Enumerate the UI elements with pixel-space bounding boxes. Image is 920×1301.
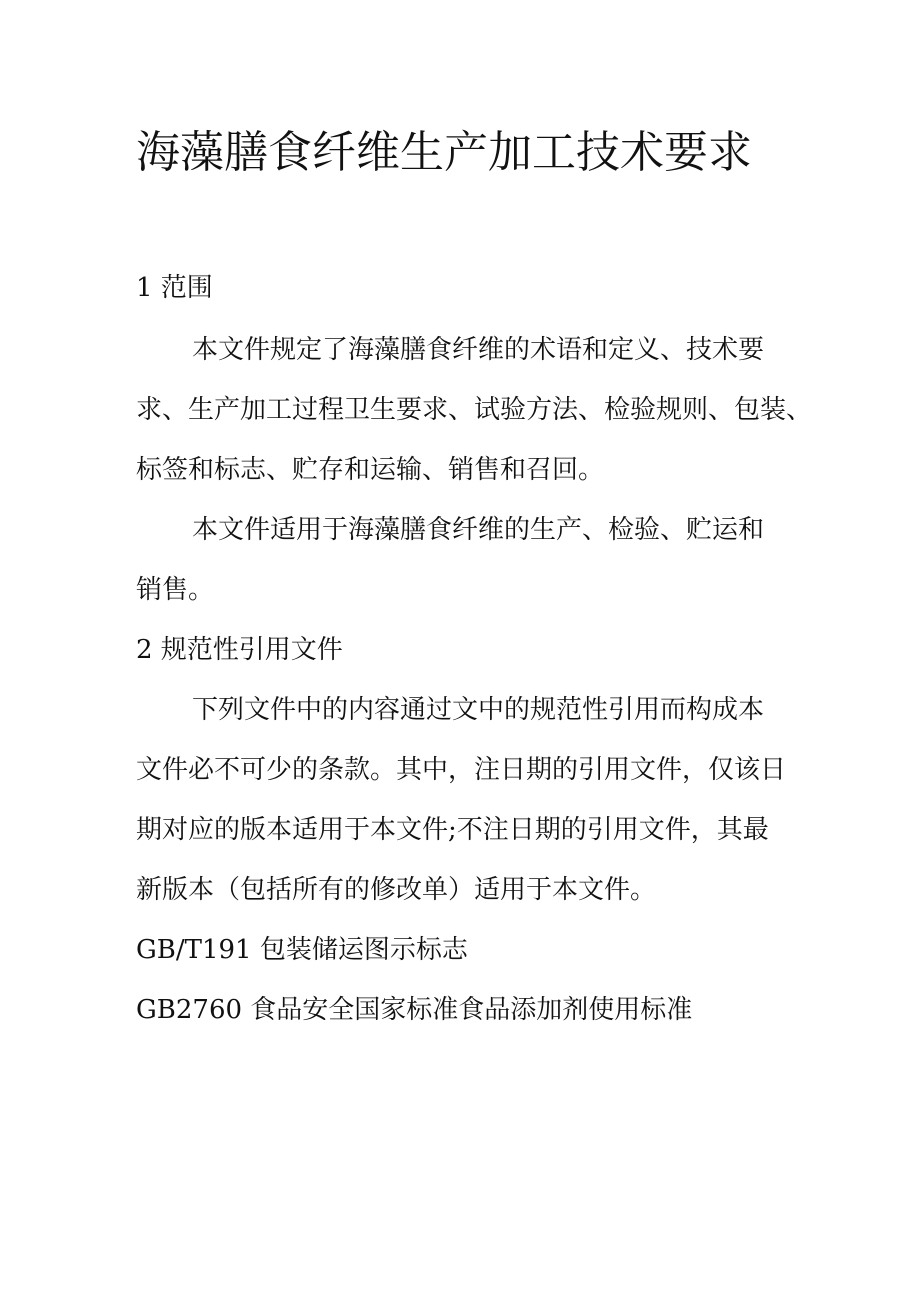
paragraph-line: 新版本（包括所有的修改单）适用于本文件。 [136,875,657,905]
paragraph-line: 标签和标志、贮存和运输、销售和召回。 [136,455,605,485]
paragraph-line: 期对应的版本适用于本文件;不注日期的引用文件，其最 [136,815,769,845]
reference-item: GB2760 食品安全国家标准食品添加剂使用标准 [136,995,693,1025]
paragraph-line: 销售。 [136,575,215,605]
section-heading-scope: 1 范围 [136,273,213,303]
paragraph-line: 本文件适用于海藻膳食纤维的生产、检验、贮运和 [192,515,765,545]
document-title: 海藻膳食纤维生产加工技术要求 [136,127,752,178]
paragraph-line: 文件必不可少的条款。其中，注日期的引用文件，仅该日 [136,755,787,785]
paragraph-line: 下列文件中的内容通过文中的规范性引用而构成本 [192,695,765,725]
paragraph-line: 求、生产加工过程卫生要求、试验方法、检验规则、包装、 [136,395,813,425]
section-heading-normative-references: 2 规范性引用文件 [136,635,343,665]
paragraph-line: 本文件规定了海藻膳食纤维的术语和定义、技术要 [192,335,765,365]
reference-item: GB/T191 包装储运图示标志 [136,935,468,965]
